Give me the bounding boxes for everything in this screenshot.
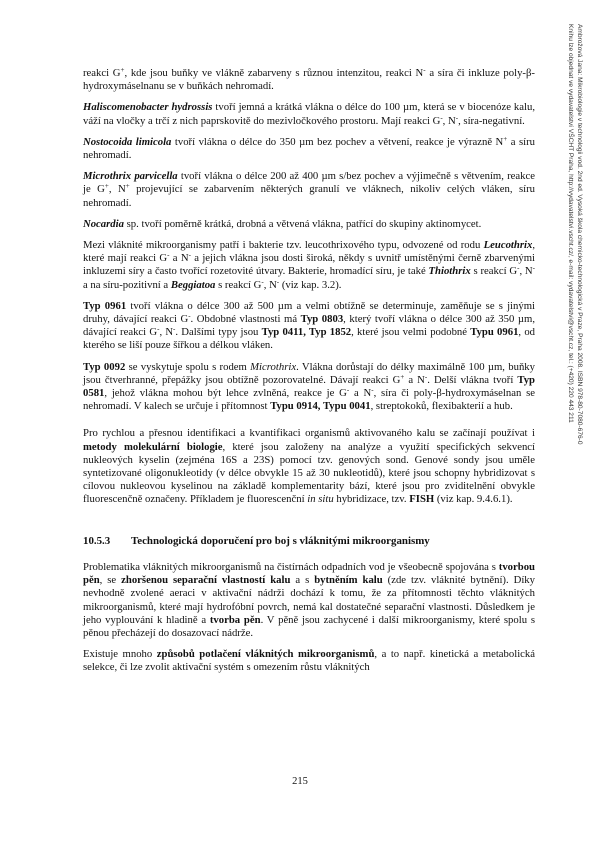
bold-term: způsobů potlačení vláknitých mikroorganismů xyxy=(156,648,375,661)
text-run: tvoří vlákna o délce 300 až 500 µm a velmi obtížně se determinuje, zaměňuje se s jinými druhy, dávající reakci G xyxy=(83,299,535,326)
section-title: Technologická doporučení pro boj s vláknitými mikroorganismy xyxy=(131,534,430,547)
citation-line-2: Knihu lze objednat ve vydavatelství VŠCHT Praha, http://vydavatelstvi.vscht.cz/, e-mail: vydavatelstvi@vscht.cz, tel.: (+420) 220 443 211 xyxy=(567,24,575,423)
superscript: + xyxy=(120,66,125,74)
text-run: a síra či inkluze poly-β-hydroxymáselnanu se v buňkách nehromadí. xyxy=(83,67,535,93)
text-run: a s xyxy=(290,574,315,587)
organism-name: Beggiatoa xyxy=(170,278,216,291)
paragraph xyxy=(83,561,535,640)
text-run: s reakcí G xyxy=(470,265,518,278)
section-heading xyxy=(83,535,535,548)
superscript: - xyxy=(167,251,170,260)
text-run: , N xyxy=(442,114,456,127)
paragraph xyxy=(83,170,535,210)
superscript: - xyxy=(188,251,191,260)
text-run: , jehož vlákna mohou být lehce zvlněná, reakce je G xyxy=(104,387,347,400)
superscript: + xyxy=(503,134,508,143)
bold-term: tvorbou pěn xyxy=(83,560,535,587)
text-run: Mezi vláknité mikroorganismy patří i bakterie tzv. leucothrixového typu, odvozené od rodu xyxy=(83,239,484,252)
bold-term: Typu 0914, Typu 0041 xyxy=(270,400,371,413)
text-run: , které jsou velmi podobné xyxy=(351,326,471,339)
text-run: , který tvoří vlákna o délce 300 až 350 µm, dávající reakci G xyxy=(83,313,535,339)
paragraph xyxy=(83,67,535,93)
superscript: - xyxy=(455,113,459,122)
superscript: - xyxy=(371,386,374,395)
italic-term: in situ xyxy=(307,493,334,506)
text-run: , a to např. kinetická a metabolická selekce, či lze zvolit aktivační systém s omezením růstu vláknitých xyxy=(83,648,536,674)
paragraphs-block-1 xyxy=(83,67,535,507)
text-run: a N xyxy=(169,252,189,265)
text-run: . Delší vlákna tvoří xyxy=(427,373,518,386)
bold-term: metody molekulární biologie xyxy=(83,440,223,453)
text-run: , které jsou založeny na analýze a využití specifických sekvencí nukleových kyselin (zejména 16S a 23S) pomocí tzv. genových sond. Genové sondy jsou uměle syntetizované oligonukleotidy (v délce obvykle 15 až 30 nukleotidů), které jsou schopny hybridizovat s cílovou nukleovou kyselinou na základě komplementarity bází, které jsou pro zviditelnění obvykle fluorescenčně označeny. Příkladem je fluorescenční xyxy=(83,440,535,506)
organism-name: Leucothrix xyxy=(483,239,533,252)
text-run: a na síru-pozitivní a xyxy=(83,278,171,291)
superscript: - xyxy=(424,372,428,381)
text-run: , které mají reakci G xyxy=(83,239,535,265)
bold-term: Typ 0092 xyxy=(83,360,126,373)
citation-line-1: Ambrožová Jana: Mikrobiologie v technologii vod. 2nd ed. Vysoká škola chemicko-technologická v Praze, Praha 2008. ISBN 978-80-7080-676-0 xyxy=(576,24,583,445)
section-number: 10.5.3 xyxy=(83,534,111,547)
text-run: . V pěně jsou zachycené i další mikroorganismy, které spolu s pěnou přecházejí do dosazovací nádrže. xyxy=(83,613,535,639)
text-run: , od kterého se liší pouze šířkou a délkou vláken. xyxy=(83,326,535,352)
text-run: , N xyxy=(263,278,277,291)
superscript: - xyxy=(423,66,426,74)
paragraph xyxy=(83,427,535,506)
superscript: - xyxy=(440,113,443,122)
italic-term: Microthrix xyxy=(250,360,297,373)
text-run: . Dalšími typy jsou xyxy=(175,326,262,339)
paragraph xyxy=(83,361,535,414)
text-run: , streptokoků, flexibakterií a hub. xyxy=(370,400,513,413)
text-run: tvoří vlákna o délce do 350 µm bez pochev a větvení, reakce je výrazně N xyxy=(171,135,504,148)
text-run: (viz kap. 9.4.6.1). xyxy=(434,493,513,506)
paragraph xyxy=(83,101,535,127)
text-run: s reakcí G xyxy=(215,278,262,291)
text-run: Problematika vláknitých mikroorganismů na čistírnách odpadních vod je všeobecně spojována s xyxy=(83,560,499,573)
organism-name: Nocardia xyxy=(83,217,124,230)
superscript: - xyxy=(261,277,264,286)
page-number: 215 xyxy=(292,776,308,787)
text-run: hybridizace, tzv. xyxy=(333,493,410,506)
text-run: . Obdobné vlastnosti má xyxy=(190,313,301,326)
text-run: , síra-negativní. xyxy=(458,114,525,127)
bold-term: Typ 0411, Typ 1852 xyxy=(261,326,352,339)
text-run: (viz kap. 3.2). xyxy=(279,278,342,291)
superscript: - xyxy=(276,277,280,286)
text-run: , N xyxy=(519,265,533,278)
bold-term: Typ 0803 xyxy=(300,313,344,326)
paragraph xyxy=(83,300,535,353)
text-run: a N xyxy=(404,373,425,386)
text-run: Existuje mnoho xyxy=(83,648,157,661)
paragraph xyxy=(83,218,535,231)
superscript: - xyxy=(346,386,350,395)
superscript: - xyxy=(532,264,535,273)
superscript: - xyxy=(188,312,191,321)
superscript: - xyxy=(157,325,160,334)
bold-term: Typ 0581 xyxy=(83,373,535,400)
paragraph xyxy=(83,136,535,162)
superscript: + xyxy=(125,182,130,191)
citation-sidebar xyxy=(553,24,583,624)
paragraph xyxy=(83,239,535,292)
text-run: . Vlákna dorůstají do délky maximálně 100 µm, buňky jsou čtverhranné, přepážky jsou obtížně pozorovatelné. Dávají reakci G xyxy=(83,360,535,386)
text-run: , N xyxy=(108,183,126,196)
bold-term: Typu 0961 xyxy=(470,326,519,339)
bold-term: tvorba pěn xyxy=(209,613,261,626)
text-run: , síra či poly-β-hydroxymáselnan se nehromadí. V kalech se určuje i přítomnost xyxy=(83,387,535,413)
superscript: - xyxy=(517,264,520,273)
paragraph xyxy=(83,648,535,674)
organism-name: Nostocoida limicola xyxy=(83,135,172,148)
superscript: + xyxy=(400,372,405,381)
organism-name: Haliscomenobacter hydrossis xyxy=(83,101,213,114)
text-run: a N xyxy=(349,387,372,400)
text-run: a síru nehromadí. xyxy=(83,135,535,162)
bold-term: bytněním kalu xyxy=(314,574,383,587)
bold-term: Typ 0961 xyxy=(83,299,127,312)
superscript: + xyxy=(104,182,109,191)
text-run: tvoří jemná a krátká vlákna o délce do 100 µm, která se v biocenóze kalu, váží na vločky a trčí z nich paprskovitě do mezivločkového prostoru. Mají reakci G xyxy=(83,101,535,127)
text-run: sp. tvoří poměrně krátká, drobná a větvená vlákna, patřící do skupiny aktinomycet. xyxy=(123,217,482,230)
superscript: - xyxy=(173,325,176,334)
text-run: , se xyxy=(99,574,122,587)
bold-term: zhoršenou separační vlastností kalu xyxy=(121,574,291,587)
organism-name: Microthrix parvicella xyxy=(83,170,178,183)
text-run: reakci G xyxy=(83,67,121,79)
paragraphs-block-2 xyxy=(83,561,535,675)
text-run: (zde tzv. vláknité bytnění). Díky nevhodně zvolené aeraci v aktivační nádrži dochází k tomu, že za přítomnosti těchto vláknitých mikroorganismů, které mají hydrofóbní povrch, nemá kal dostatečné separační vlastnosti. Důsledkem je jeho vyplouvání k hladině a xyxy=(83,574,535,626)
text-run: a jejich vlákna jsou dosti široká, někdy s uvnitř umístěnými černě zbarvenými inkluzemi síry a často tvořící rozetovité útvary. Bakterie, hromadící síru, je také xyxy=(83,252,535,278)
text-run: tvoří vlákna o délce 200 až 400 µm s/bez pochev a výjimečně s větvením, reakce je G xyxy=(83,170,536,196)
text-run: , N xyxy=(159,326,174,339)
bold-term: FISH xyxy=(409,493,435,506)
text-run: , kde jsou buňky ve vlákně zabarveny s různou intenzitou, reakci N xyxy=(124,67,424,79)
text-run: Pro rychlou a přesnou identifikaci a kvantifikaci organismů aktivovaného kalu se začínají používat i xyxy=(83,427,535,440)
text-run: projevující se zabarvením některých granulí ve vláknech, nikoliv celých vláken, síru nehromadí. xyxy=(83,183,536,209)
text-run: se vyskytuje spolu s rodem xyxy=(125,360,251,373)
page-body xyxy=(83,67,535,683)
organism-name: Thiothrix xyxy=(428,265,471,278)
